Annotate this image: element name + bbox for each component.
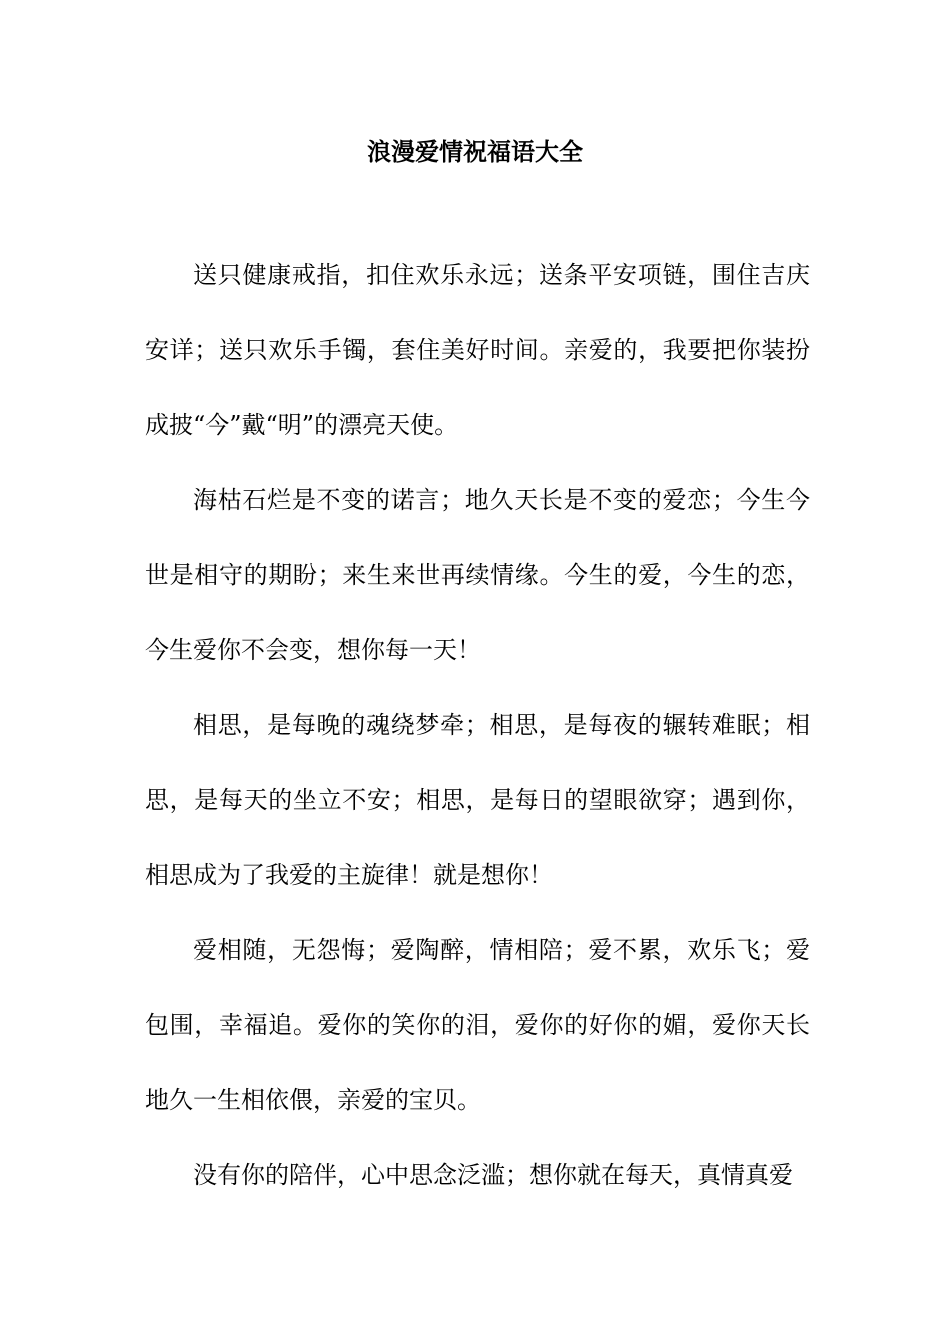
paragraph: 没有你的陪伴，心中思念泛滥；想你就在每天，真情真爱 — [193, 1161, 793, 1189]
paragraph: 海枯石烂是不变的诺言；地久天长是不变的爱恋；今生今世是相守的期盼；来生来世再续情缘。今生的爱，今生的恋，今生爱你不会变，想你每一天！ — [145, 486, 810, 664]
paragraph: 送只健康戒指，扣住欢乐永远；送条平安项链，围住吉庆安详；送只欢乐手镯，套住美好时间。亲爱的，我要把你装扮成披“今”戴“明”的漂亮天使。 — [145, 261, 810, 439]
document-body — [145, 238, 810, 1213]
paragraph: 爱相随，无怨悔；爱陶醉，情相陪；爱不累，欢乐飞；爱包围，幸福追。爱你的笑你的泪，爱你的好你的媚，爱你天长地久一生相依偎，亲爱的宝贝。 — [145, 936, 810, 1114]
document-title: 浪漫爱情祝福语大全 — [367, 137, 583, 166]
paragraph: 相思，是每晚的魂绕梦牵；相思，是每夜的辗转难眠；相思，是每天的坐立不安；相思，是每日的望眼欲穿；遇到你，相思成为了我爱的主旋律！就是想你！ — [145, 711, 810, 889]
